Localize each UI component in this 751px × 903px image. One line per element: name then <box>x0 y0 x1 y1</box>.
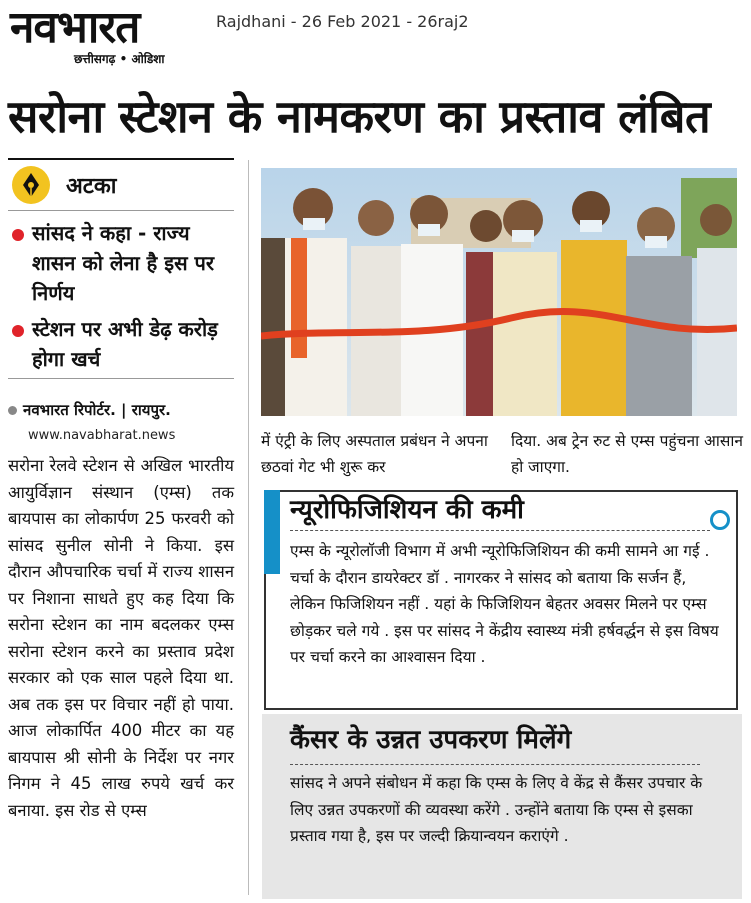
dateline: Rajdhani - 26 Feb 2021 - 26raj2 <box>216 12 469 31</box>
sidebar-top-rule <box>8 158 234 160</box>
bullet-dot-icon <box>12 229 24 241</box>
box-body: सांसद ने अपने संबोधन में कहा कि एम्स के लिए वे केंद्र से कैंसर उपचार के लिए उन्नत उपकरणों की व्यवस्था करेंगे . उन्होंने बताया कि एम्स से इसका प्रस्ताव गया है, इस पर जल्दी क्रियान्वयन कराएंगे . <box>290 774 703 845</box>
column-divider <box>248 160 249 895</box>
box-title: कैंसर के उन्नत उपकरण मिलेंगे <box>290 725 572 755</box>
byline-text: नवभारत रिपोर्टर. | रायपुर. <box>23 401 171 419</box>
pen-nib-icon <box>12 166 50 204</box>
logo-text: नवभारत <box>10 2 140 53</box>
box-title: न्यूरोफिजिशियन की कमी <box>290 495 524 525</box>
section-label: अटका <box>66 174 117 199</box>
article-continuation: दिया. अब ट्रेन रुट से एम्स पहुंचना आसान हो जाएगा. <box>511 432 743 476</box>
article-continuation: में एंट्री के लिए अस्पताल प्रबंधन ने अपना छठवां गेट भी शुरू कर <box>261 432 488 476</box>
logo-subtitle: छत्तीसगढ़ • ओडिशा <box>74 52 165 66</box>
circle-marker-icon <box>710 510 730 530</box>
highlight-bullet: स्टेशन पर अभी डेढ़ करोड़ होगा खर्च <box>32 317 218 371</box>
box-body: एम्स के न्यूरोलॉजी विभाग में अभी न्यूरोफिजिशियन की कमी सामने आ गई . चर्चा के दौरान डायरेक्टर डॉ . नागरकर ने सांसद को बताया कि सर्जन हैं, लेकिन फिजिशियन नहीं . यहां के फिजिशियन बेहतर अवसर मिलने पर एम्स छोड़कर चले गये . इस पर सांसद ने केंद्रीय स्वास्थ्य मंत्री हर्षवर्द्धन से इस विषय पर चर्चा करने का आश्वासन दिया . <box>290 542 719 666</box>
headline: सरोना स्टेशन के नामकरण का प्रस्ताव लंबित <box>8 90 711 143</box>
byline <box>8 400 171 420</box>
accent-bar <box>264 490 280 574</box>
divider <box>8 378 234 379</box>
article-body: सरोना रेलवे स्टेशन से अखिल भारतीय आयुर्विज्ञान संस्थान (एम्स) तक बायपास का लोकार्पण 25 फरवरी को सांसद सुनील सोनी ने किया. इस दौरान औपचारिक चर्चा में राज्य शासन पर निशाना साधते हुए कह दिया कि सरोना स्टेशन का नाम बदलकर एम्स सरोना स्टेशन करने का प्रस्ताव प्रदेश सरकार को एक साल पहले दिया था. अब तक इस पर विचार नहीं हो पाया. आज लोकार्पित 400 मीटर का यह बायपास श्री सोनी के निर्देश पर नगर निगम ने 45 लाख रुपये खर्च कर बनाया. इस रोड से एम्स <box>8 456 234 820</box>
highlight-bullet: सांसद ने कहा - राज्य शासन को लेना है इस पर निर्णय <box>32 221 215 305</box>
divider <box>8 210 234 211</box>
dashed-rule <box>290 530 710 532</box>
ribbon-photo <box>261 168 737 416</box>
newspaper-logo <box>4 2 200 66</box>
dashed-rule <box>290 764 700 766</box>
bullet-dot-icon <box>12 325 24 337</box>
website-link: www.navabharat.news <box>28 428 176 443</box>
